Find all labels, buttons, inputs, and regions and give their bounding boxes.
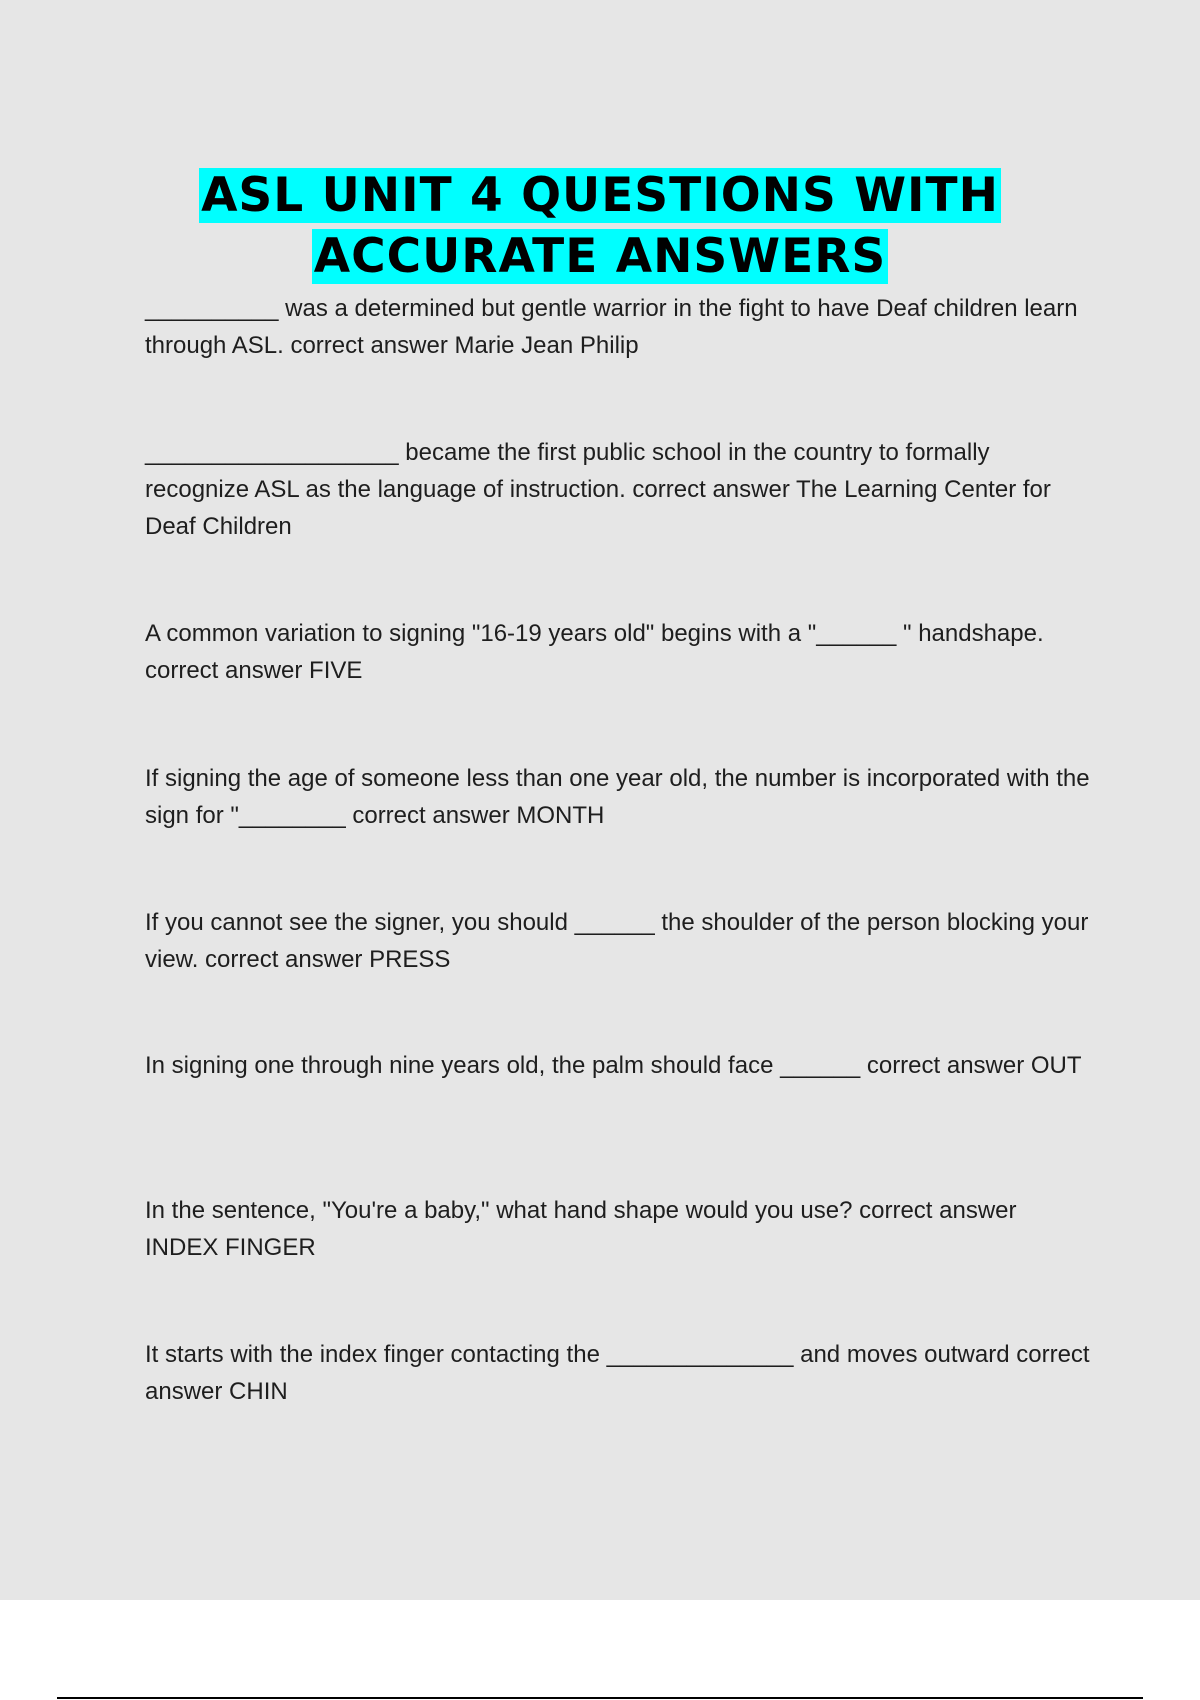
qa-item-4: If signing the age of someone less than one year old, the number is incorporated with the sign for "________ correct answer MONTH — [145, 765, 1090, 829]
qa-item-3: A common variation to signing "16-19 years old" begins with a "______ " handshape. correct answer FIVE — [145, 620, 1044, 684]
qa-item-7: In the sentence, "You're a baby," what hand shape would you use? correct answer INDEX FINGER — [145, 1197, 1017, 1261]
qa-item-8: It starts with the index finger contacting the ______________ and moves outward correct answer CHIN — [145, 1341, 1090, 1405]
qa-item-6: In signing one through nine years old, the palm should face ______ correct answer OUT — [145, 1052, 1082, 1079]
title-line-1: ASL UNIT 4 QUESTIONS WITH — [201, 168, 999, 223]
qa-item-2: ___________________ became the first public school in the country to formally recognize ASL as the language of instruction. correct answer The Learning Center for Deaf Children — [145, 439, 1051, 540]
footer-divider — [57, 1697, 1143, 1699]
qa-item-1: __________ was a determined but gentle warrior in the fight to have Deaf children learn through ASL. correct answer Marie Jean Philip — [145, 295, 1078, 359]
qa-item-5: If you cannot see the signer, you should ______ the shoulder of the person blocking your view. correct answer PRESS — [145, 909, 1089, 973]
document-title — [0, 165, 1200, 287]
title-line-2: ACCURATE ANSWERS — [313, 229, 887, 284]
